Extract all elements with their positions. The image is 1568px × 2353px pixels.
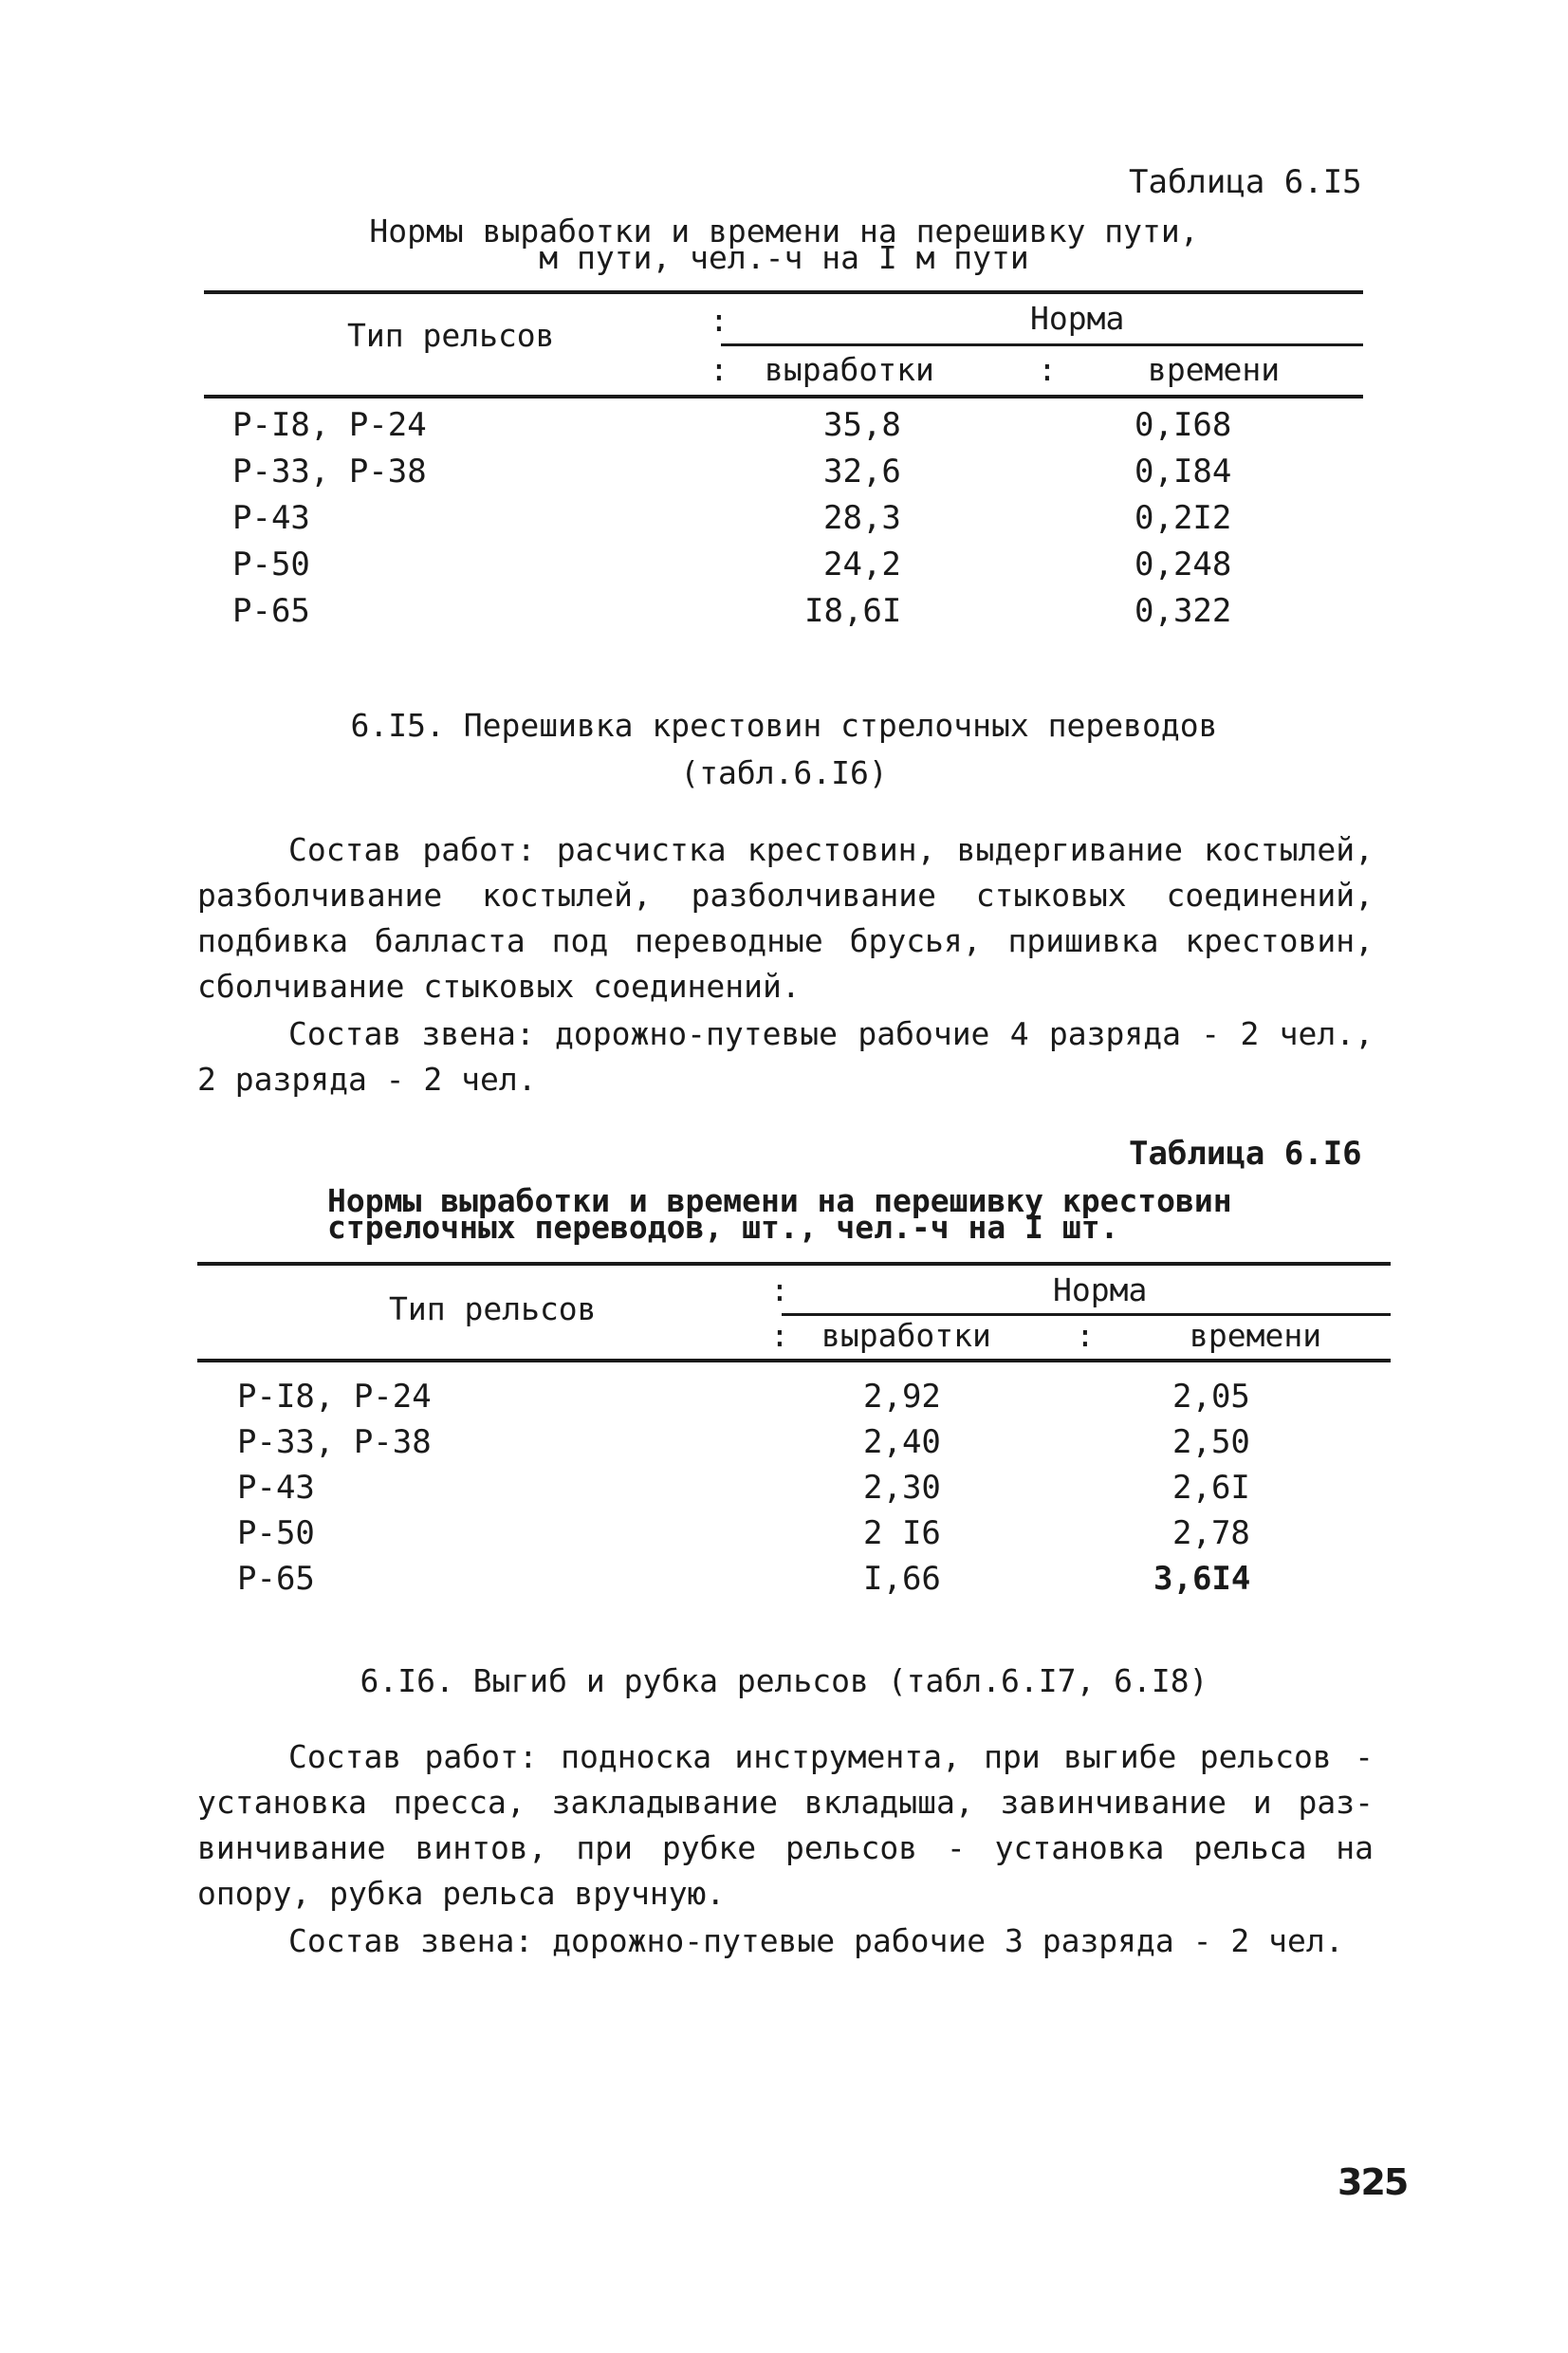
table1-top-rule	[204, 290, 1363, 294]
table1-header-output: выработки	[765, 351, 934, 388]
table1-header-time: времени	[1148, 351, 1281, 388]
table2-cell-type: Р-33, Р-38	[237, 1423, 432, 1461]
section616-para-work	[197, 1734, 1374, 1917]
table1-cell-output: I8,6I	[804, 592, 902, 630]
table2-cell-type: Р-I8, Р-24	[237, 1378, 432, 1416]
paragraph-line: подбивка балласта под переводные брусья, пришивка крестовин,	[197, 922, 1374, 959]
table1-header-rule	[204, 395, 1363, 398]
table2-cell-type: Р-50	[237, 1514, 315, 1552]
table2-cell-type: Р-65	[237, 1560, 315, 1598]
table1-cell-time: 0,I84	[1134, 453, 1232, 491]
table1-cell-output: 32,6	[823, 453, 901, 491]
table2-cell-time: 2,6I	[1172, 1469, 1250, 1507]
table2-cell-output: 2,30	[863, 1469, 941, 1507]
table2-cell-time: 3,6I4	[1153, 1560, 1251, 1598]
paragraph-line: Состав работ: расчистка крестовин, выдергивание костылей,	[288, 831, 1374, 868]
paragraph-line: Состав работ: подноска инструмента, при выгибе рельсов -	[288, 1738, 1374, 1775]
paragraph-line: сболчивание стыковых соединений.	[197, 968, 801, 1005]
table1-cell-type: Р-65	[232, 592, 310, 630]
paragraph-line: разболчивание костылей, разболчивание стыковых соединений,	[197, 877, 1374, 914]
table2-colon: :	[770, 1317, 789, 1354]
table1-cell-type: Р-50	[232, 546, 310, 584]
table2-top-rule	[197, 1262, 1391, 1266]
table1-header-norm: Норма	[1030, 300, 1125, 337]
paragraph-line: 2 разряда - 2 чел.	[197, 1061, 537, 1098]
section615-para-work	[197, 827, 1374, 1010]
table2-cell-output: 2,40	[863, 1423, 941, 1461]
table2-header-norm: Норма	[1053, 1271, 1148, 1308]
table1-cell-output: 24,2	[823, 546, 901, 584]
table2-norm-rule	[782, 1313, 1391, 1316]
table1-cell-type: Р-I8, Р-24	[232, 406, 427, 444]
table2-cell-time: 2,78	[1172, 1514, 1250, 1552]
table1-cell-time: 0,248	[1134, 546, 1232, 584]
table1-caption	[0, 213, 1568, 276]
table2-cell-time: 2,05	[1172, 1378, 1250, 1416]
table2-cell-output: 2 I6	[863, 1514, 941, 1552]
table1-colon: :	[1038, 351, 1057, 388]
table1-colon: :	[710, 351, 729, 388]
table1-norm-rule	[721, 343, 1363, 346]
paragraph-line: винчивание винтов, при рубке рельсов - установка рельса на	[197, 1829, 1374, 1866]
table2-cell-time: 2,50	[1172, 1423, 1250, 1461]
table2-header-time: времени	[1190, 1317, 1322, 1354]
page-number: 325	[1337, 2161, 1408, 2203]
table1-cell-time: 0,I68	[1134, 406, 1232, 444]
table1-label: Таблица 6.I5	[1129, 163, 1362, 201]
section616-heading: 6.I6. Выгиб и рубка рельсов (табл.6.I7, 6.I8)	[360, 1662, 1208, 1699]
table2-caption-line2: стрелочных переводов, шт., чел.-ч на I шт.	[327, 1209, 1119, 1246]
table2-header-type: Тип рельсов	[389, 1290, 597, 1327]
paragraph-line: опору, рубка рельса вручную.	[197, 1875, 726, 1912]
section615-para-crew	[197, 1011, 1374, 1102]
table2-header-rule	[197, 1359, 1391, 1362]
table2-cell-output: I,66	[863, 1560, 941, 1598]
table2-cell-type: Р-43	[237, 1469, 315, 1507]
table2-colon: :	[770, 1271, 789, 1308]
table1-caption-line1: Нормы выработки и времени на перешивку пути,	[369, 213, 1199, 250]
table1-caption-line2: м пути, чел.-ч на I м пути	[539, 239, 1029, 276]
table2-header-output: выработки	[821, 1317, 991, 1354]
table1-header-type: Тип рельсов	[347, 317, 555, 354]
table1-cell-type: Р-33, Р-38	[232, 453, 427, 491]
table2-caption	[327, 1182, 1232, 1246]
table1-colon: :	[710, 302, 729, 339]
table1-cell-output: 35,8	[823, 406, 901, 444]
table2-colon: :	[1076, 1317, 1095, 1354]
section615-heading	[0, 702, 1568, 797]
table1-cell-time: 0,2I2	[1134, 499, 1232, 537]
table1-cell-output: 28,3	[823, 499, 901, 537]
table2-caption-line1: Нормы выработки и времени на перешивку крестовин	[327, 1182, 1232, 1219]
paragraph-line: Состав звена: дорожно-путевые рабочие 4 разряда - 2 чел.,	[288, 1015, 1374, 1052]
section616-para-crew: Состав звена: дорожно-путевые рабочие 3 разряда - 2 чел.	[288, 1922, 1344, 1959]
section615-heading-line1: 6.I5. Перешивка крестовин стрелочных переводов	[350, 707, 1218, 744]
table2-cell-output: 2,92	[863, 1378, 941, 1416]
paragraph-line: установка пресса, закладывание вкладыша, завинчивание и раз-	[197, 1784, 1374, 1821]
table2-label: Таблица 6.I6	[1129, 1135, 1362, 1173]
table1-cell-time: 0,322	[1134, 592, 1232, 630]
table1-cell-type: Р-43	[232, 499, 310, 537]
section615-heading-line2: (табл.6.I6)	[680, 754, 888, 791]
